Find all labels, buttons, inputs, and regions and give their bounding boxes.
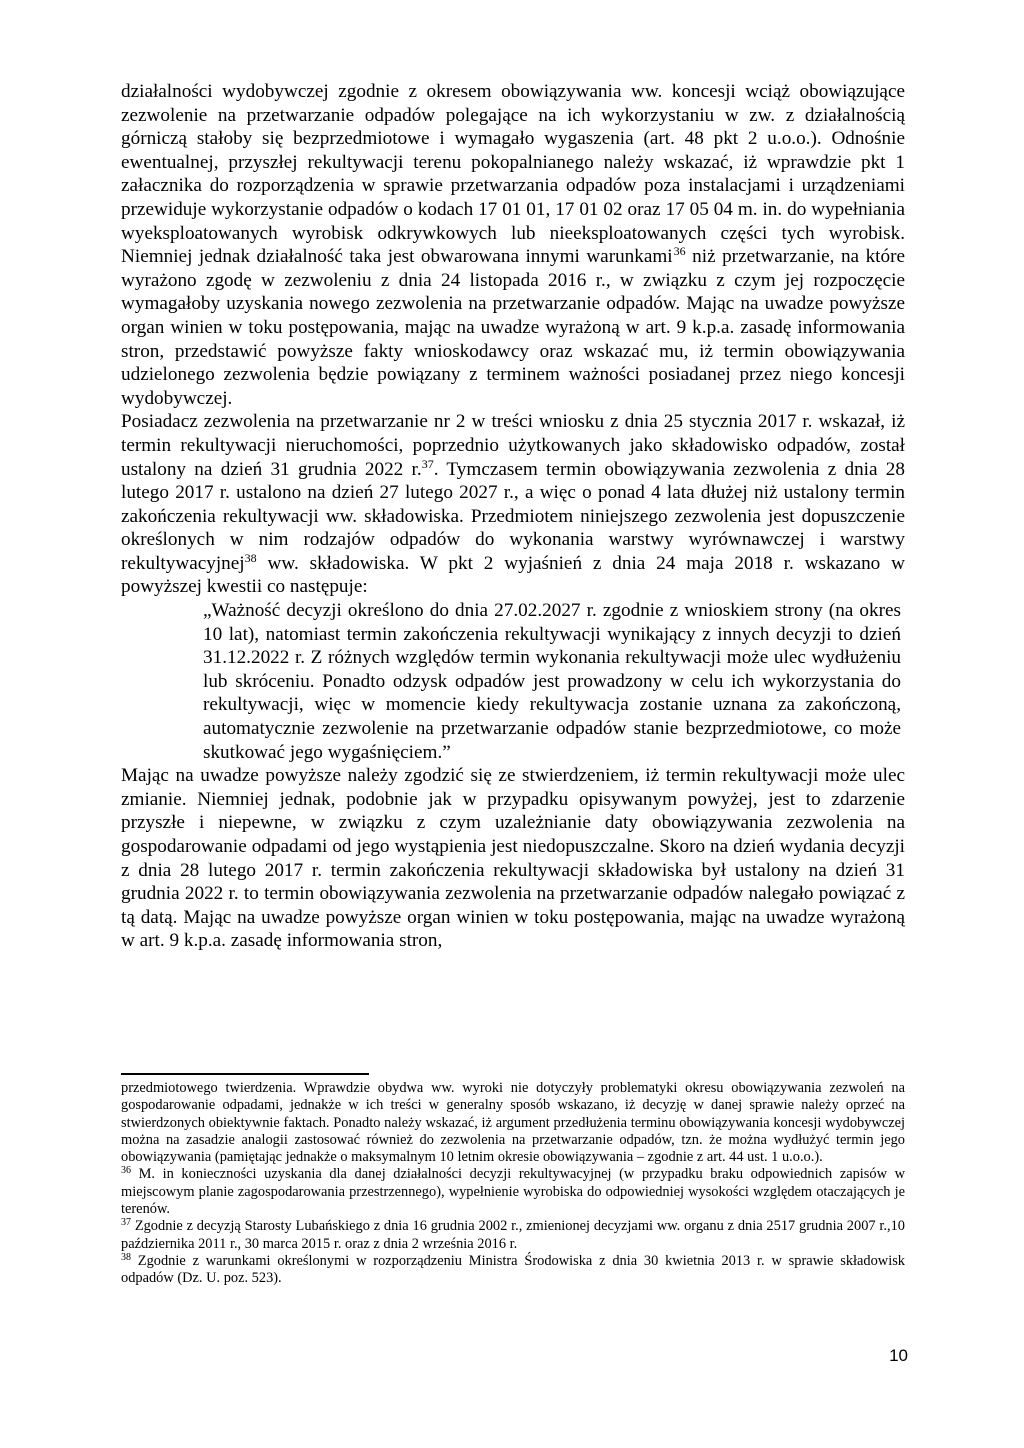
paragraph-2-part-c: ww. składowiska. W pkt 2 wyjaśnień z dnia 24 maja 2018 r. wskazano w powyższej kwestii co następuje: (121, 552, 905, 598)
footnote-text: Zgodnie z decyzją Starosty Lubańskiego z dnia 16 grudnia 2002 r., zmienionej decyzjami ww. organu z dnia 2517 grudnia 2007 r.,10 października 2011 r., 30 marca 2015 r. oraz z dnia 2 września 2016 r. (121, 1218, 905, 1252)
paragraph-1 (121, 80, 905, 410)
footnote-38 (121, 1253, 905, 1288)
paragraph-3: Mając na uwadze powyższe należy zgodzić się ze stwierdzeniem, iż termin rekultywacji może ulec zmianie. Niemniej jednak, podobnie jak w przypadku opisywanym powyżej, jest to zdarzenie przyszłe i niepewne, w związku z czym uzależnianie daty obowiązywania zezwolenia na gospodarowanie odpadami od jego wystąpienia jest niedopuszczalne. Skoro na dzień wydania decyzji z dnia 28 lutego 2017 r. termin zakończenia rekultywacji składowiska był ustalony na dzień 31 grudnia 2022 r. to termin obowiązywania zezwolenia na przetwarzanie odpadów nalegało powiązać z tą datą. Mając na uwadze powyższe organ winien w toku postępowania, mając na uwadze wyrażoną w art. 9 k.p.a. zasadę informowania stron, (121, 765, 905, 952)
footnote-36 (121, 1166, 905, 1218)
footnote-continuation: przedmiotowego twierdzenia. Wprawdzie obydwa ww. wyroki nie dotyczyły problematyki okresu obowiązywania zezwoleń na gospodarowanie odpadami, jednakże w ich treści w generalny sposób wskazano, iż decyzję w danej sprawie należy oprzeć na stwierdzonych obiektywnie faktach. Ponadto należy wskazać, iż argument przedłużenia terminu obowiązywania koncesji wydobywczej można na zasadzie analogii zastosować również do zezwolenia na przetwarzanie odpadów, tzn. że można wydłużyć termin jego obowiązywania (pamiętając jednakże o maksymalnym 10 letnim okresie obowiązywania – zgodnie z art. 44 ust. 1 u.o.o.). (121, 1080, 905, 1166)
page-number: 10 (889, 1346, 908, 1365)
main-text (121, 80, 905, 953)
block-quote: „Ważność decyzji określono do dnia 27.02.2027 r. zgodnie z wnioskiem strony (na okres 10 lat), natomiast termin zakończenia rekultywacji wynikający z innych decyzji to dzień 31.12.2022 r. Z różnych względów termin wykonania rekultywacji może ulec wydłużeniu lub skróceniu. Ponadto odzysk odpadów jest prowadzony w celu ich wykorzystania do rekultywacji, więc w momencie kiedy rekultywacja zostanie uznana za zakończoną, automatycznie zezwolenie na przetwarzanie odpadów stanie bezprzedmiotowe, co może skutkować jego wygaśnięciem.” (203, 600, 901, 763)
footnote-number: 37 (121, 1217, 131, 1229)
footnote-number: 36 (121, 1165, 131, 1177)
footnote-ref-36: 36 (673, 244, 686, 259)
footnote-separator (121, 1073, 369, 1075)
footnote-ref-38: 38 (244, 550, 257, 565)
footnote-37 (121, 1218, 905, 1253)
footnote-ref-37: 37 (421, 456, 434, 471)
paragraph-2 (121, 410, 905, 599)
footnotes (121, 1080, 905, 1288)
paragraph-1-part-a: działalności wydobywczej zgodnie z okresem obowiązywania ww. koncesji wciąż obowiązujące zezwolenie na przetwarzanie odpadów polegające na ich wykorzystaniu w zw. z działalnością górniczą stałoby się bezprzedmiotowe i wymagało wygaszenia (art. 48 pkt 2 u.o.o.). Odnośnie ewentualnej, przyszłej rekultywacji terenu pokopalnianego należy wskazać, iż wprawdzie pkt 1 załacznika do rozporządzenia w sprawie przetwarzania odpadów poza instalacjami i urządzeniami przewiduje wykorzystanie odpadów o kodach 17 01 01, 17 01 02 oraz 17 05 04 m. in. do wypełniania wyeksploatowanych wyrobisk odkrywkowych lub nieeksploatowanych części tych wyrobisk. Niemniej jednak działalność taka jest obwarowana innymi warunkami (121, 81, 905, 268)
footnote-number: 38 (121, 1251, 131, 1263)
paragraph-2-part-b: . Tymczasem termin obowiązywania zezwolenia z dnia 28 lutego 2017 r. ustalono na dzień 27 lutego 2027 r., a więc o ponad 4 lata dłużej niż ustalony termin zakończenia rekultywacji ww. składowiska. Przedmiotem niniejszego zezwolenia jest dopuszczenie określonych w nim rodzajów odpadów do wykonania warstwy wyrównawczej i warstwy rekultywacyjnej (121, 458, 905, 574)
paragraph-2-part-a: Posiadacz zezwolenia na przetwarzanie nr 2 w treści wniosku z dnia 25 stycznia 2017 r. wskazał, iż termin rekultywacji nieruchomości, poprzednio użytkowanych jako składowisko odpadów, został ustalony na dzień 31 grudnia 2022 r. (121, 411, 905, 480)
footnote-text: M. in konieczności uzyskania dla danej działalności decyzji rekultywacyjnej (w przypadku braku odpowiednich zapisów w miejscowym planie zagospodarowania przestrzennego), wypełnienie wyrobiska do odpowiedniej wysokości względem otaczających je terenów. (121, 1166, 905, 1218)
footnote-text: Zgodnie z warunkami określonymi w rozporządzeniu Ministra Środowiska z dnia 30 kwietnia 2013 r. w sprawie składowisk odpadów (Dz. U. poz. 523). (121, 1252, 905, 1287)
paragraph-1-part-b: niż przetwarzanie, na które wyrażono zgodę w zezwoleniu z dnia 24 listopada 2016 r., w związku z czym jej rozpoczęcie wymagałoby uzyskania nowego zezwolenia na przetwarzanie odpadów. Mając na uwadze powyższe organ winien w toku postępowania, mając na uwadze wyrażoną w art. 9 k.p.a. zasadę informowania stron, przedstawić powyższe fakty wnioskodawcy oraz wskazać mu, iż termin obowiązywania udzielonego zezwolenia będzie powiązany z terminem ważności posiadanej przez niego koncesji wydobywczej. (121, 246, 905, 409)
